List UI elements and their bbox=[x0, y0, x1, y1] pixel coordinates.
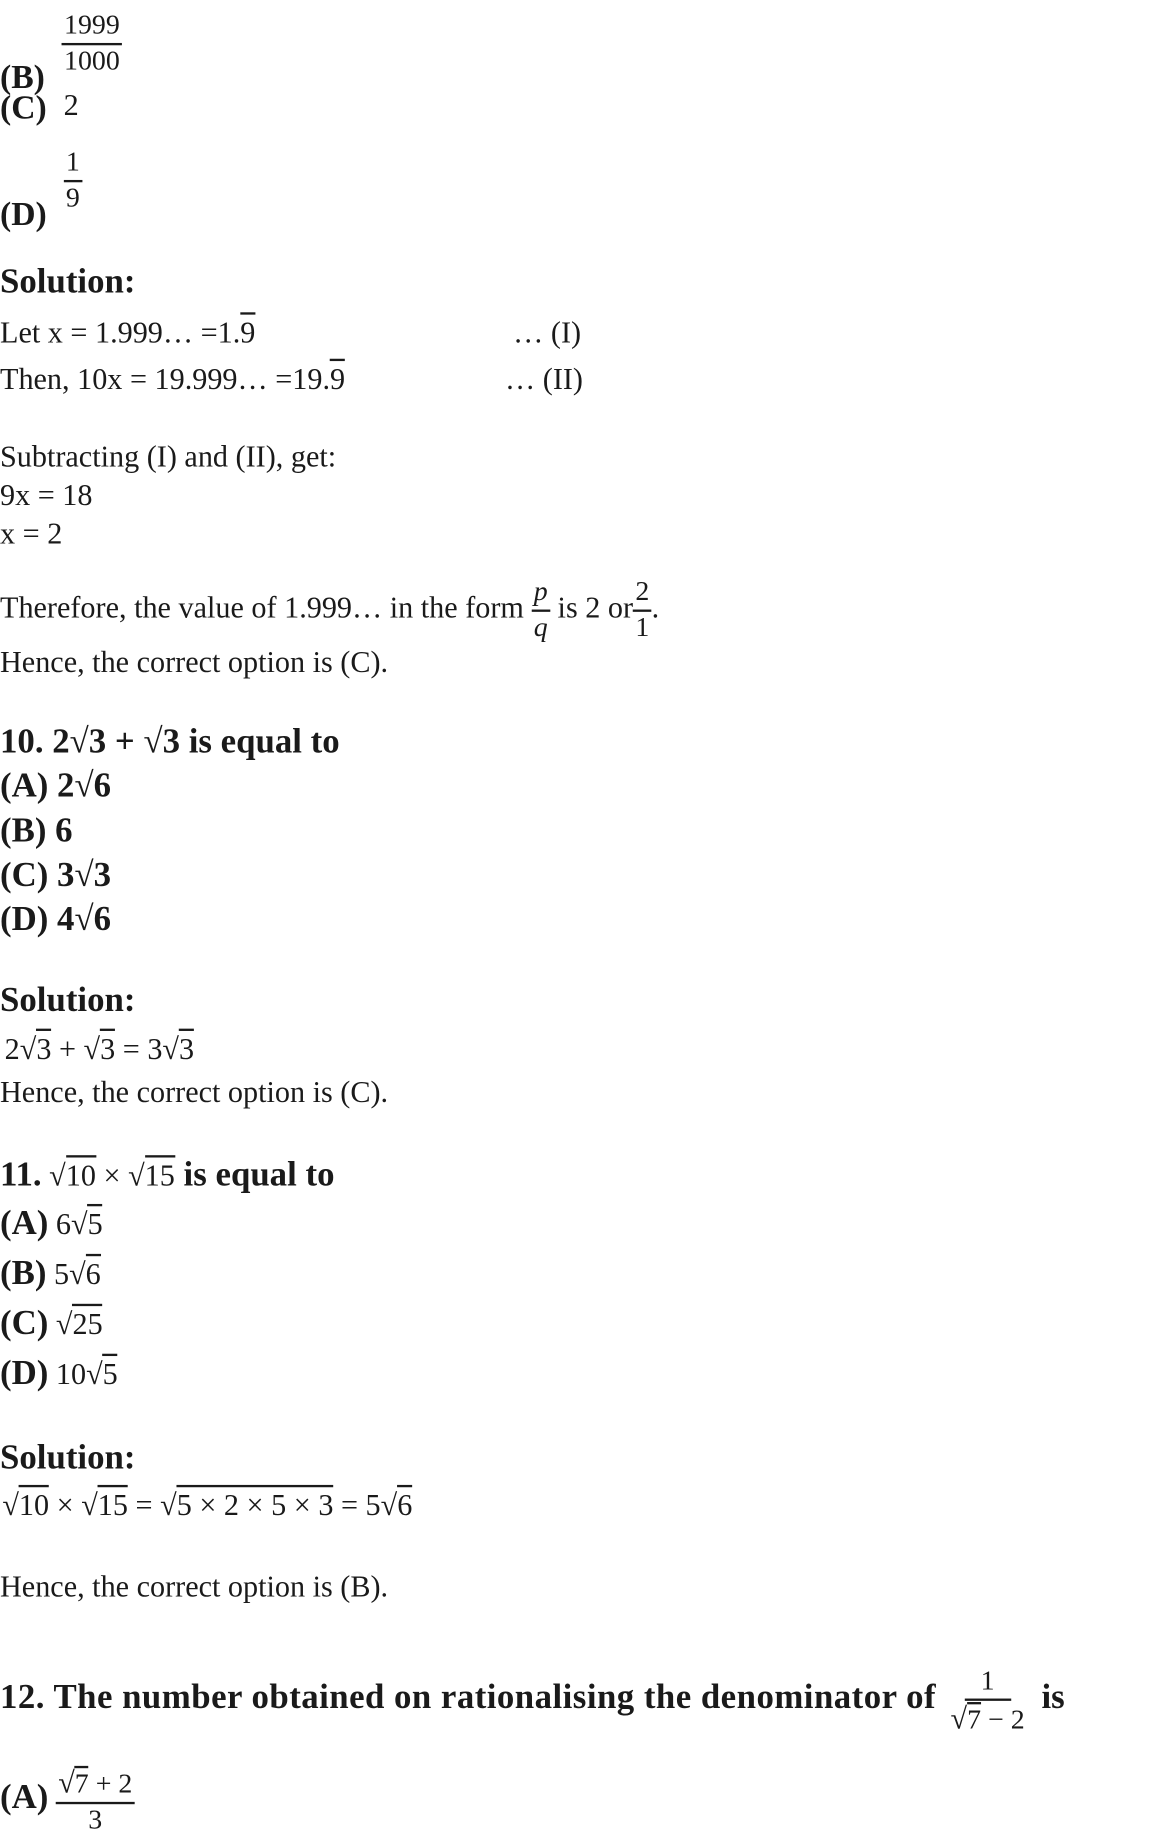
radicand: 5 bbox=[103, 1354, 118, 1391]
solution-heading: Solution: bbox=[0, 981, 136, 1020]
coefficient: 10 bbox=[55, 1357, 87, 1391]
fraction bbox=[62, 9, 122, 78]
sqrt-icon: √ bbox=[69, 1257, 86, 1292]
text: = 5 bbox=[333, 1488, 381, 1523]
option-c bbox=[0, 1303, 103, 1343]
solution-equation bbox=[2, 1488, 412, 1523]
solution-line bbox=[0, 576, 660, 643]
sqrt-icon: √ bbox=[55, 1307, 73, 1341]
denominator: 1 bbox=[635, 612, 650, 643]
sqrt-icon: √ bbox=[950, 1701, 968, 1736]
radicand: 5 bbox=[88, 1204, 103, 1241]
text: = 3 bbox=[115, 1032, 163, 1066]
fraction bbox=[951, 1665, 1025, 1738]
coefficient: 6 bbox=[55, 1207, 72, 1242]
denominator: 9 bbox=[65, 183, 80, 214]
text: − 2 bbox=[981, 1705, 1025, 1736]
sqrt-icon: √ bbox=[128, 1158, 145, 1193]
equation-tag: … (I) bbox=[513, 315, 582, 350]
sqrt-icon: √ bbox=[71, 1207, 88, 1242]
radicand: 3 bbox=[100, 1029, 115, 1066]
option-b bbox=[0, 1253, 101, 1293]
conclusion: Hence, the correct option is (B). bbox=[0, 1569, 389, 1604]
sqrt-icon: √ bbox=[162, 1032, 180, 1066]
option-label: (A) bbox=[0, 1203, 49, 1243]
text: × bbox=[49, 1488, 82, 1523]
denominator: 3 bbox=[88, 1805, 103, 1836]
option-label: (B) bbox=[0, 1253, 47, 1293]
solution-heading: Solution: bbox=[0, 1438, 136, 1477]
sqrt-icon: √ bbox=[160, 1488, 177, 1523]
option-c bbox=[0, 88, 79, 127]
option-value: 2 bbox=[63, 88, 79, 122]
sqrt-icon: √ bbox=[83, 1032, 101, 1066]
equation-tag: … (II) bbox=[505, 362, 583, 396]
radicand: 15 bbox=[98, 1485, 128, 1522]
option-a: (A) 2√6 bbox=[0, 766, 112, 805]
sqrt-icon: √ bbox=[380, 1488, 398, 1523]
text: + bbox=[51, 1032, 84, 1066]
radicand: 7 bbox=[967, 1702, 981, 1736]
denominator: q bbox=[533, 612, 548, 643]
option-d bbox=[0, 146, 82, 234]
option-label: (C) bbox=[0, 1303, 49, 1343]
option-c: (C) 3√3 bbox=[0, 855, 112, 894]
radicand: 10 bbox=[19, 1485, 49, 1522]
option-a bbox=[0, 1765, 135, 1836]
solution-line: x = 2 bbox=[0, 516, 63, 551]
text: . bbox=[651, 590, 660, 625]
option-d bbox=[0, 1353, 118, 1393]
radicand: 6 bbox=[397, 1485, 412, 1522]
text: 2 bbox=[4, 1032, 20, 1066]
option-a bbox=[0, 1203, 103, 1243]
radicand: 15 bbox=[145, 1155, 175, 1192]
option-label: (C) bbox=[0, 89, 47, 127]
sqrt-icon: √ bbox=[86, 1357, 103, 1391]
repeating-digit: 9 bbox=[330, 359, 345, 396]
sqrt-icon: √ bbox=[81, 1488, 98, 1523]
numerator: 2 bbox=[633, 576, 652, 612]
option-label: (A) bbox=[0, 1777, 49, 1817]
text: Therefore, the value of 1.999… in the form bbox=[0, 590, 524, 625]
coefficient: 5 bbox=[53, 1257, 70, 1292]
radicand: 5 × 2 × 5 × 3 bbox=[177, 1485, 334, 1522]
sqrt-icon: √ bbox=[49, 1158, 66, 1193]
question-10: 10. 2√3 + √3 is equal to bbox=[0, 722, 340, 761]
solution-line: Subtracting (I) and (II), get: bbox=[0, 440, 337, 474]
denominator bbox=[951, 1701, 1025, 1738]
radicand: 25 bbox=[72, 1304, 102, 1341]
numerator: 1 bbox=[964, 1665, 1010, 1701]
solution-line bbox=[0, 362, 604, 397]
question-12 bbox=[0, 1665, 1161, 1736]
radicand: 7 bbox=[75, 1766, 89, 1800]
question-number: 11. bbox=[0, 1155, 42, 1194]
fraction bbox=[56, 1765, 135, 1837]
sqrt-icon: √ bbox=[2, 1488, 19, 1523]
solution-equation bbox=[5, 1032, 194, 1067]
conclusion: Hence, the correct option is (C). bbox=[0, 1075, 389, 1109]
sqrt-icon: √ bbox=[19, 1032, 37, 1066]
option-d: (D) 4√6 bbox=[0, 899, 112, 939]
question-text: 12. The number obtained on rationalising the denominator of bbox=[0, 1677, 937, 1717]
numerator: 1999 bbox=[62, 9, 122, 45]
option-b bbox=[0, 9, 122, 97]
solution-line bbox=[0, 316, 604, 351]
option-label: (D) bbox=[0, 1353, 49, 1393]
text: + 2 bbox=[88, 1769, 133, 1800]
text: is bbox=[1041, 1677, 1065, 1717]
numerator bbox=[56, 1765, 135, 1804]
text: is equal to bbox=[174, 1155, 335, 1194]
radicand: 3 bbox=[179, 1029, 194, 1066]
text: is 2 or bbox=[557, 590, 634, 625]
radicand: 6 bbox=[86, 1254, 101, 1291]
equation-text: Let x = 1.999… =1. bbox=[0, 315, 241, 350]
numerator: 1 bbox=[64, 146, 83, 182]
fraction bbox=[633, 576, 652, 645]
numerator: p bbox=[531, 576, 550, 612]
conclusion: Hence, the correct option is (C). bbox=[0, 645, 389, 680]
repeating-digit: 9 bbox=[240, 312, 255, 349]
radicand: 10 bbox=[66, 1155, 96, 1192]
text: = bbox=[127, 1488, 161, 1523]
question-11 bbox=[0, 1155, 335, 1194]
solution-heading: Solution: bbox=[0, 262, 136, 301]
sqrt-icon: √ bbox=[58, 1765, 75, 1800]
equation-text: Then, 10x = 19.999… =19. bbox=[0, 362, 331, 396]
option-b: (B) 6 bbox=[0, 811, 73, 850]
fraction-p-q bbox=[531, 576, 550, 645]
fraction bbox=[64, 146, 83, 215]
option-label: (B) bbox=[0, 58, 45, 97]
solution-line: 9x = 18 bbox=[0, 478, 93, 513]
radicand: 3 bbox=[36, 1029, 51, 1066]
denominator: 1000 bbox=[64, 46, 120, 77]
text: × bbox=[95, 1158, 129, 1193]
option-label: (D) bbox=[0, 195, 47, 234]
